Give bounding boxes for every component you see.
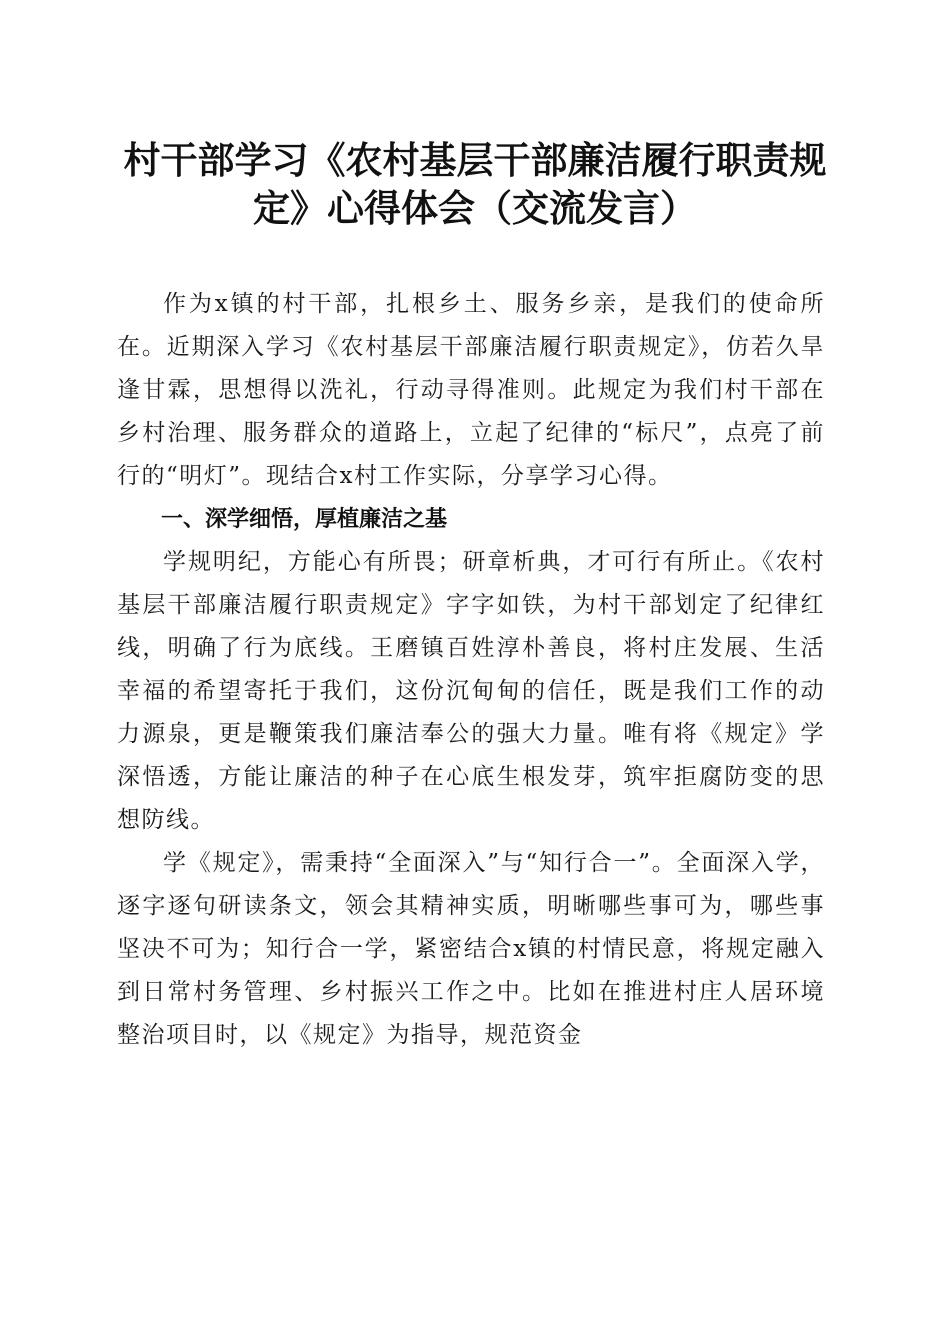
title-line-2: 定》心得体会（交流发言） (253, 186, 697, 230)
document-title (110, 136, 840, 232)
body-paragraph: 学《规定》，需秉持“全面深入”与“知行合一”。全面深入学，逐字逐句研读条文，领会其精神实质，明晰哪些事可为，哪些事坚决不可为；知行合一学，紧密结合x镇的村情民意，将规定融入到日常村务管理、乡村振兴工作之中。比如在推进村庄人居环境整治项目时，以《规定》为指导，规范资金 (117, 850, 825, 1048)
section-heading-1: 一、深学细悟，厚植廉洁之基 (161, 507, 448, 532)
document-body (117, 283, 825, 1057)
body-paragraph: 学规明纪，方能心有所畏；研章析典，才可行有所止。《农村基层干部廉洁履行职责规定》字字如铁，为村干部划定了纪律红线，明确了行为底线。王磨镇百姓淳朴善良，将村庄发展、生活幸福的希望寄托于我们，这份沉甸甸的信任，既是我们工作的动力源泉，更是鞭策我们廉洁奉公的强大力量。唯有将《规定》学深悟透，方能让廉洁的种子在心底生根发芽，筑牢拒腐防变的思想防线。 (117, 549, 825, 833)
intro-paragraph: 作为x镇的村干部，扎根乡土、服务乡亲，是我们的使命所在。近期深入学习《农村基层干部廉洁履行职责规定》，仿若久旱逢甘霖，思想得以洗礼，行动寻得准则。此规定为我们村干部在乡村治理、服务群众的道路上，立起了纪律的“标尺”，点亮了前行的“明灯”。现结合x村工作实际，分享学习心得。 (117, 291, 825, 489)
title-line-1: 村干部学习《农村基层干部廉洁履行职责规 (123, 138, 827, 182)
